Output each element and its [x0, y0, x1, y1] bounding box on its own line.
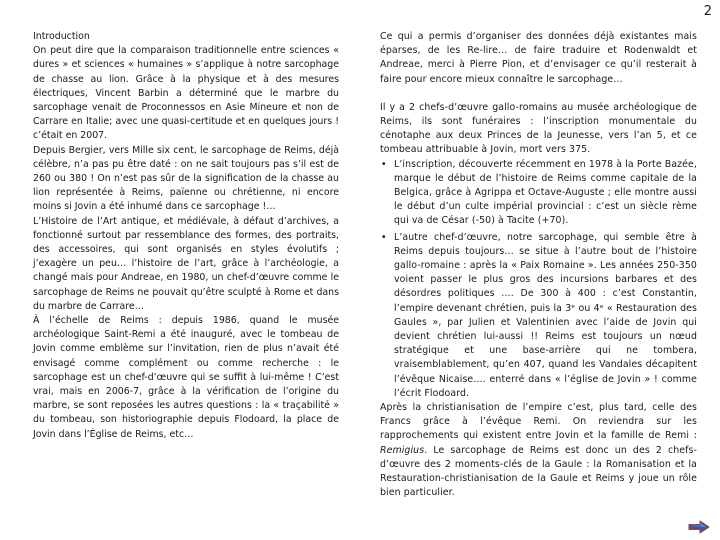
bullet-list [380, 158, 697, 401]
list-item [380, 158, 697, 229]
intro-paragraph-2: Depuis Bergier, vers Mille six cent, le sarcophage de Reims, déjà célèbre, n’a pas pu être daté : on ne sait toujours pas s’il est de 260 ou 380 ! On n’est pas sûr de la signification de la chasse au lion représentée à Reims, païenne ou chrétienne, ni encore moins si Jovin a été inhumé dans ce sarcophage !… [33, 144, 339, 213]
bullet-text: L’autre chef-d’œuvre, notre sarcophage, qui semble être à Reims depuis toujours… se situe à l’autre bout de l’histoire gallo-romaine : après la « Paix Romaine ». Les années 250-350 voient passer le plus gros des incursions barbares et des désordres politiques …. De 300 à 400 : c’est Constantin, l’empire devenant chrétien, puis la 3ᵉ ou 4ᵉ « Restauration des Gaules », par Julien et Valentinien avec l’aide de Jovin qui devient chrétien lui-aussi !! Reims est toujours un nœud stratégique et une base-arrière qui ne tombera, vraisemblablement, qu’en 407, quand les Vandales décapitent l’évêque Nicaise…. enterré dans « l’église de Jovin » ! comme l’écrit Flodoard. [394, 231, 697, 399]
right-column [380, 30, 697, 501]
arrow-right-icon [688, 520, 710, 534]
intro-paragraph-4: À l’échelle de Reims : depuis 1986, quand le musée archéologique Saint-Remi a été inauguré, avec le tombeau de Jovin comme emblème sur l’invitation, rien de plus n’avait été envisagé comme complément ou comme recherche : le sarcophage est un chef-d’œuvre qui se suffit à lui-même ! C’est vrai, mais en 2006-7, grâce à la vérification de l’origine du marbre, se sont reposées les autres questions : la « traçabilité » du tombeau, son historiographie depuis Flodoard, la place de Jovin dans l’Église de Reims, etc… [33, 315, 339, 440]
closing-paragraph [380, 401, 697, 500]
page-number: 2 [703, 4, 712, 19]
intro-paragraph-3: L’Histoire de l’Art antique, et médiévale, à défaut d’archives, a fonctionné surtout par ressemblance des formes, des portraits, des accessoires, qui sont organisés en styles évolutifs ; j’exagère un peu… l’histoire de l’art, grâce à l’archéologie, a changé mais pour Andreae, en 1980, un chef-d’œuvre comme le sarcophage de Reims ne pouvait qu’être sculpté à Rome et dans du marbre de Carrare… [33, 215, 339, 312]
intro-paragraph-1: On peut dire que la comparaison traditionnelle entre sciences « dures » et sciences « humaines » s’applique à notre sarcophage de chasse au lion. Grâce à la physique et à des mesures électriques, Vincent Barbin a déterminé que le marbre du sarcophage venait de Proconnessos en Asie Mineure et non de Carrare en Italie; avec une quasi-certitude et en quelques jours ! c’était en 2007. [33, 45, 339, 142]
closing-text-before: Après la christianisation de l’empire c’est, plus tard, celle des Francs grâce à l’évêque Remi. On reviendra sur les rapprochements qui existent entre Jovin et la famille de Remi : [380, 402, 697, 442]
list-item [380, 231, 697, 401]
section-heading: Introduction [33, 31, 90, 42]
closing-emphasis: Remigius [380, 444, 425, 456]
right-intro-paragraph: Ce qui a permis d’organiser des données déjà existantes mais éparses, de les Re-lire… de faire traduire et Rodenwaldt et Andreae, merci à Pierre Pion, et d’envisager ce qu’il resterait à faire pour encore mieux connaître le sarcophage… [380, 31, 697, 85]
bullet-symbol: • [381, 158, 387, 170]
left-column [33, 30, 339, 442]
bullet-text: L’inscription, découverte récemment en 1978 à la Porte Bazée, marque le début de l’histoire de Reims comme capitale de la Belgica, grâce à Agrippa et Octave-Auguste ; elle montre aussi le début d’un culte impérial provincial : c’est un siècle rème qui va de César (-50) à Tacite (+70). [394, 158, 697, 227]
bullet-symbol: • [381, 231, 387, 243]
right-lead-paragraph: Il y a 2 chefs-d’œuvre gallo-romains au musée archéologique de Reims, ils sont funéraires : l’inscription monumentale du cénotaphe aux deux Princes de la Jeunesse, vers l’an 5, et ce tombeau attribuable à Jovin, mort vers 375. [380, 101, 697, 156]
closing-text-after: . Le sarcophage de Reims est donc un des 2 chefs-d’œuvre des 2 moments-clés de la Gaule : la Romanisation et la Restauration-christianisation de la Gaule et Reims y joue un rôle bien particulier. [380, 444, 697, 499]
next-page-button[interactable] [688, 519, 710, 533]
